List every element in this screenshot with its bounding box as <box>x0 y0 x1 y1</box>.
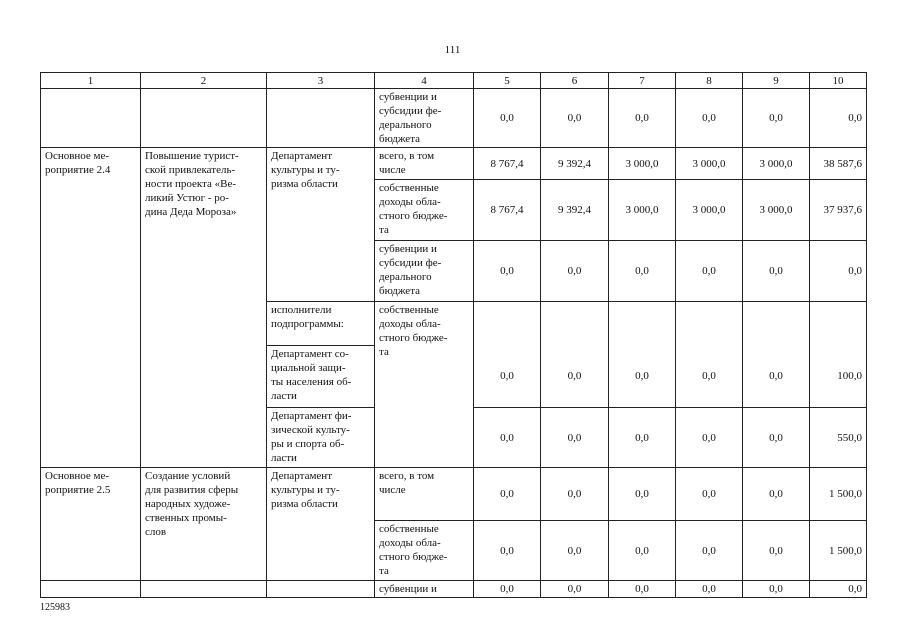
value-cell: 3 000,0 <box>743 148 810 180</box>
value-cell: 0,0 <box>676 581 743 598</box>
column-header: 5 <box>474 73 541 89</box>
executor-cell: Департамент фи- зической культу- ры и спорта об- ласти <box>267 408 375 468</box>
value-cell: 0,0 <box>609 468 676 521</box>
value-cell: 0,0 <box>676 468 743 521</box>
value-cell: 0,0 <box>676 521 743 581</box>
value-cell: 0,0 <box>474 581 541 598</box>
value-cell: 0,0 <box>474 408 541 468</box>
value-cell: 9 392,4 <box>541 180 609 241</box>
column-header: 1 <box>41 73 141 89</box>
column-header: 3 <box>267 73 375 89</box>
value-cell: 0,0 <box>541 346 609 408</box>
executor-cell: Департамент культуры и ту- ризма области <box>267 148 375 302</box>
value-cell: 3 000,0 <box>609 180 676 241</box>
value-cell: 9 392,4 <box>541 148 609 180</box>
value-cell: 37 937,6 <box>810 180 867 241</box>
value-cell: 0,0 <box>676 89 743 148</box>
empty-cell <box>41 581 141 598</box>
table-row <box>41 468 867 521</box>
value-cell: 3 000,0 <box>676 148 743 180</box>
value-cell: 0,0 <box>743 468 810 521</box>
executor-cell: Департамент со- циальной защи- ты населения об- ласти <box>267 346 375 408</box>
executor-cell: Департамент культуры и ту- ризма области <box>267 468 375 581</box>
value-cell: 0,0 <box>810 581 867 598</box>
value-cell: 0,0 <box>810 241 867 302</box>
event-name-cell: Основное ме- роприятие 2.4 <box>41 148 141 468</box>
empty-cell <box>141 89 267 148</box>
value-cell: 0,0 <box>676 346 743 408</box>
empty-cell <box>41 89 141 148</box>
event-description-cell: Повышение турист- ской привлекатель- ности проекта «Ве- ликий Устюг - ро- дина Деда Мороза» <box>141 148 267 468</box>
value-cell: 3 000,0 <box>743 180 810 241</box>
value-cell: 1 500,0 <box>810 521 867 581</box>
value-cell: 0,0 <box>743 408 810 468</box>
funding-source-cell: собственные доходы обла- стного бюдже- та <box>375 180 474 241</box>
value-cell: 550,0 <box>810 408 867 468</box>
value-cell: 0,0 <box>541 89 609 148</box>
value-cell: 0,0 <box>541 408 609 468</box>
value-cell: 1 500,0 <box>810 468 867 521</box>
column-header: 6 <box>541 73 609 89</box>
value-cell: 0,0 <box>541 468 609 521</box>
value-cell: 0,0 <box>743 581 810 598</box>
table-row <box>41 148 867 180</box>
value-cell: 0,0 <box>609 241 676 302</box>
column-header: 4 <box>375 73 474 89</box>
empty-cell <box>141 581 267 598</box>
value-cell: 0,0 <box>609 581 676 598</box>
value-cell: 0,0 <box>541 241 609 302</box>
budget-table <box>40 72 867 598</box>
value-cell: 0,0 <box>743 89 810 148</box>
empty-cell <box>267 89 375 148</box>
funding-source-cell: субвенции и субсидии фе- дерального бюджета <box>375 89 474 148</box>
empty-cell <box>743 302 810 346</box>
column-header: 10 <box>810 73 867 89</box>
empty-cell <box>267 581 375 598</box>
event-description-cell: Создание условий для развития сферы народных художе- ственных промы- слов <box>141 468 267 581</box>
value-cell: 0,0 <box>474 241 541 302</box>
value-cell: 0,0 <box>676 408 743 468</box>
event-name-cell: Основное ме- роприятие 2.5 <box>41 468 141 581</box>
table-row <box>41 89 867 148</box>
executors-header-cell: исполнители подпрограммы: <box>267 302 375 346</box>
value-cell: 0,0 <box>609 89 676 148</box>
empty-cell <box>609 302 676 346</box>
empty-cell <box>541 302 609 346</box>
column-header: 8 <box>676 73 743 89</box>
value-cell: 0,0 <box>609 521 676 581</box>
column-header: 2 <box>141 73 267 89</box>
value-cell: 0,0 <box>541 581 609 598</box>
funding-source-cell: субвенции и субсидии фе- дерального бюджета <box>375 241 474 302</box>
funding-source-cell: субвенции и <box>375 581 474 598</box>
value-cell: 38 587,6 <box>810 148 867 180</box>
column-header: 9 <box>743 73 810 89</box>
value-cell: 0,0 <box>609 408 676 468</box>
funding-source-cell: всего, в том числе <box>375 468 474 521</box>
page-number: 111 <box>444 44 461 56</box>
column-number-row <box>41 73 867 89</box>
value-cell: 0,0 <box>474 89 541 148</box>
value-cell: 0,0 <box>474 468 541 521</box>
value-cell: 8 767,4 <box>474 148 541 180</box>
column-header: 7 <box>609 73 676 89</box>
table-row <box>41 581 867 598</box>
value-cell: 100,0 <box>810 346 867 408</box>
value-cell: 0,0 <box>474 346 541 408</box>
empty-cell <box>474 302 541 346</box>
value-cell: 0,0 <box>541 521 609 581</box>
value-cell: 0,0 <box>743 521 810 581</box>
value-cell: 0,0 <box>609 346 676 408</box>
empty-cell <box>810 302 867 346</box>
funding-source-cell: собственные доходы обла- стного бюдже- та <box>375 521 474 581</box>
value-cell: 8 767,4 <box>474 180 541 241</box>
value-cell: 0,0 <box>810 89 867 148</box>
value-cell: 0,0 <box>474 521 541 581</box>
value-cell: 0,0 <box>743 346 810 408</box>
empty-cell <box>676 302 743 346</box>
document-id: 125983 <box>40 602 70 613</box>
funding-source-cell: всего, в том числе <box>375 148 474 180</box>
funding-source-cell: собственные доходы обла- стного бюдже- та <box>375 302 474 468</box>
value-cell: 0,0 <box>676 241 743 302</box>
value-cell: 3 000,0 <box>609 148 676 180</box>
value-cell: 0,0 <box>743 241 810 302</box>
value-cell: 3 000,0 <box>676 180 743 241</box>
